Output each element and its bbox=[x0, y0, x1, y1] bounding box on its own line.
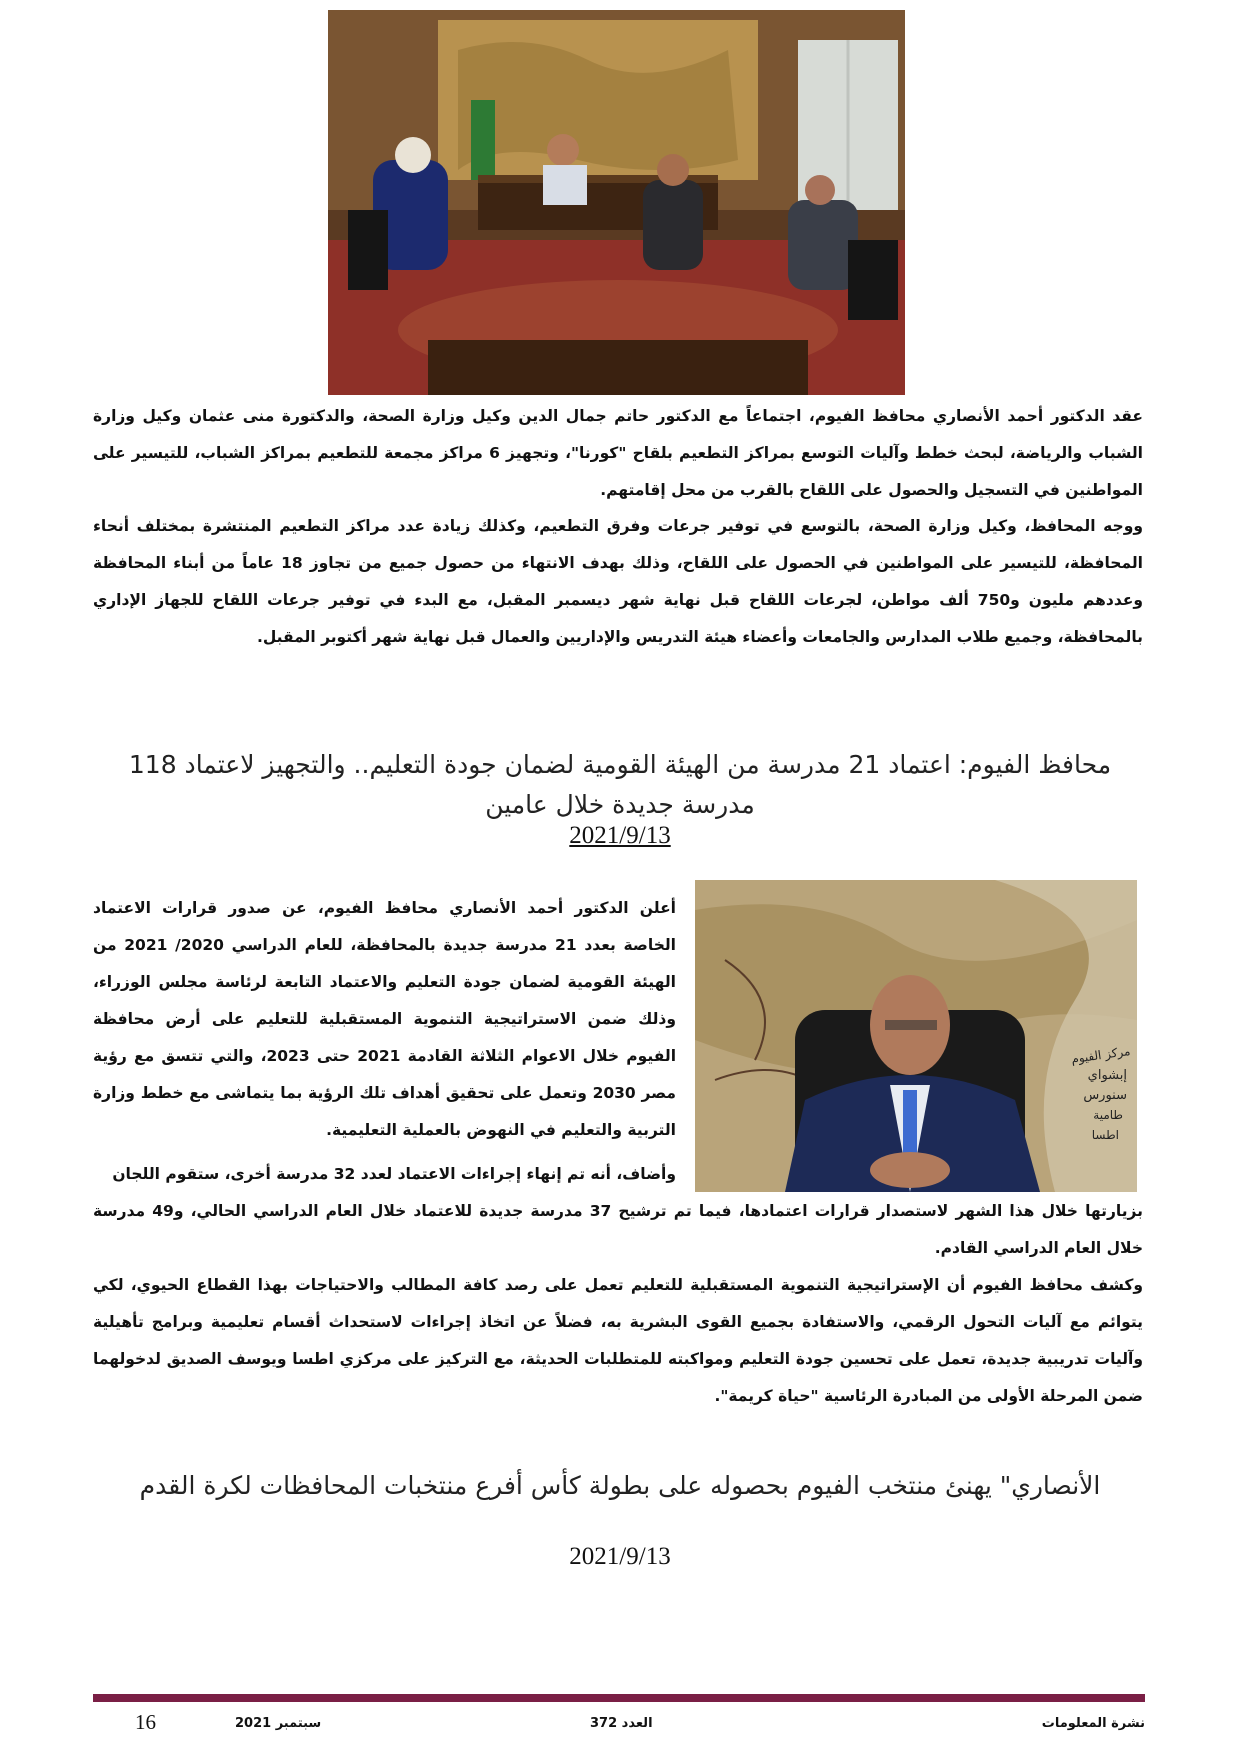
article2-headline: محافظ الفيوم: اعتماد 21 مدرسة من الهيئة القومية لضمان جودة التعليم.. والتجهيز لاعتماد 118 مدرسة جديدة خلال عامين bbox=[128, 750, 1112, 819]
article3-date: 2021/9/13 bbox=[569, 1543, 671, 1570]
article1-paragraph-1: عقد الدكتور أحمد الأنصاري محافظ الفيوم، اجتماعاً مع الدكتور حاتم جمال الدين وكيل وزارة الصحة، والدكتورة منى عثمان وكيل وزارة الشباب والرياضة، لبحث خطط وآليات التوسع بمراكز التطعيم بلقاح "كورنا"، وتجهيز 6 مراكز مجمعة للتطعيم بمراكز الشباب، للتيسير على المواطنين في التسجيل والحصول على اللقاح بالقرب من محل إقامتهم. bbox=[93, 407, 1143, 499]
map-label-2: إبشواي bbox=[1087, 1068, 1127, 1083]
article1-paragraph-2: ووجه المحافظ، وكيل وزارة الصحة، بالتوسع في توفير جرعات وفرق التطعيم، وكذلك زيادة عدد مراكز التطعيم المنتشرة بمختلف أنحاء المحافظة، للتيسير على المواطنين في الحصول على اللقاح، وذلك بهدف الانتهاء من حصول جميع من تجاوز 18 عاماً من أبناء المحافظة وعددهم مليون و750 ألف مواطن، لجرعات اللقاح قبل نهاية شهر ديسمبر المقبل، مع البدء في توفير جرعات اللقاح للجهاز الإداري بالمحافظة، وجميع طلاب المدارس والجامعات وأعضاء هيئة التدريس والإداريين والعمال قبل نهاية شهر أكتوبر المقبل. bbox=[93, 517, 1143, 646]
footer-issue: العدد 372 bbox=[590, 1716, 653, 1731]
map-label-3: سنورس bbox=[1083, 1088, 1127, 1103]
article2-paragraph-2-start: وأضاف، أنه تم إنهاء إجراءات الاعتماد لعدد 32 مدرسة أخرى، ستقوم اللجان bbox=[112, 1165, 676, 1183]
article2-paragraph-2-end: بزيارتها خلال هذا الشهر لاستصدار قرارات اعتمادها، فيما تم ترشيح 37 مدرسة جديدة للاعتماد خلال العام الدراسي الحالي، و49 مدرسة خلال العام الدراسي القادم. bbox=[93, 1202, 1143, 1257]
footer-rule bbox=[93, 1694, 1145, 1702]
article2-paragraph-1: أعلن الدكتور أحمد الأنصاري محافظ الفيوم، عن صدور قرارات الاعتماد الخاصة بعدد 21 مدرسة جديدة بالمحافظة، للعام الدراسي 2020/ 2021 من الهيئة القومية لضمان جودة التعليم والاعتماد التابعة لرئاسة مجلس الوزراء، وذلك ضمن الاستراتيجية التنموية المستقبلية للتعليم على أرض محافظة الفيوم خلال الاعوام الثلاثة القادمة 2021 حتى 2023، والتي تتسق مع رؤية مصر 2030 وتعمل على تحقيق أهداف تلك الرؤية بما يتماشى مع خطط وزارة التربية والتعليم في النهوض بالعملية التعليمية. bbox=[93, 899, 677, 1139]
map-label-1: مركز الفيوم bbox=[1070, 1043, 1132, 1067]
footer-publication: نشرة المعلومات bbox=[1041, 1716, 1145, 1731]
page-number: 16 bbox=[135, 1710, 156, 1734]
meeting-photo bbox=[328, 10, 905, 395]
map-label-5: اطسا bbox=[1091, 1128, 1119, 1142]
governor-photo bbox=[695, 880, 1137, 1192]
article2-paragraph-3: وكشف محافظ الفيوم أن الإستراتيجية التنموية المستقبلية للتعليم تعمل على رصد كافة المطالب والاحتياجات بهذا القطاع الحيوي، لكي يتوائم مع آليات التحول الرقمي، والاستفادة بجميع القوى البشرية به، فضلاً عن اتخاذ إجراءات لاستحداث أقسام تعليمية وبرامج تأهيلية وآليات تدريبية جديدة، تعمل على تحسين جودة التعليم ومواكبته للمتطلبات الحديثة، مع التركيز على مركزي اطسا ويوسف الصديق لدخولهما ضمن المرحلة الأولى من المبادرة الرئاسية "حياة كريمة". bbox=[93, 1276, 1143, 1405]
map-label-4: طامية bbox=[1093, 1108, 1123, 1122]
article2-date: 2021/9/13 bbox=[569, 822, 671, 849]
article3-headline: الأنصاري" يهنئ منتخب الفيوم بحصوله على بطولة كأس أفرع منتخبات المحافظات لكرة القدم bbox=[139, 1471, 1101, 1500]
footer-month: سبتمبر 2021 bbox=[235, 1716, 322, 1731]
